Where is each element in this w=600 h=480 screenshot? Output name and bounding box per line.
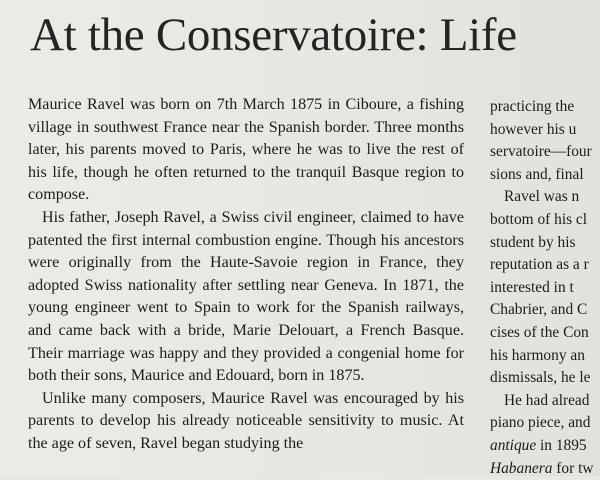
text-line: reputation as a r	[490, 254, 600, 277]
italic-title: Habanera	[490, 460, 552, 477]
text-line: dismissals, he le	[490, 367, 600, 390]
text-line: Chabrier, and C	[490, 299, 600, 322]
paragraph-birth: Maurice Ravel was born on 7th March 1875 in Ciboure, a fishing village in southwest France near the Spanish border. Three months later, his parents moved to Paris, where he was to live the rest of his life, though he often returned to the tranquil Basque region to compose.	[28, 94, 464, 207]
text-line: servatoire—four	[490, 141, 600, 164]
text-line: student by his	[490, 232, 600, 255]
italic-title: antique	[490, 437, 536, 454]
paragraph-father: His father, Joseph Ravel, a Swiss civil engineer, claimed to have patented the first internal combustion engine. Though his ancestors were originally from the Haute-Savoie region in France, they adopted Swiss nationality after settling near Geneva. In 1871, the young engineer went to Spain to work for the Spanish railways, and came back with a bride, Marie Delouart, a French Basque. Their marriage was happy and they provided a congenial home for both their sons, Maurice and Edouard, born in 1875.	[28, 207, 464, 388]
text-line: interested in t	[490, 277, 600, 300]
text-line: antique in 1895	[490, 435, 600, 458]
text-line: bottom of his cl	[490, 209, 600, 232]
text-line: Ravel was n	[490, 186, 600, 209]
text-line: piano piece, and	[490, 412, 600, 435]
text-line: his harmony an	[490, 345, 600, 368]
text-line: practicing the	[490, 96, 600, 119]
text-line: He had alread	[490, 390, 600, 413]
chapter-heading: At the Conservatoire: Life	[30, 6, 517, 64]
text-line: Habanera for tw	[490, 458, 600, 480]
text-line: however his u	[490, 119, 600, 142]
paragraph-encouragement: Unlike many composers, Maurice Ravel was encouraged by his parents to develop his already noticeable sensitivity to music. At the age of seven, Ravel began studying the	[28, 388, 464, 456]
text-line: cises of the Con	[490, 322, 600, 345]
right-text-column	[490, 96, 600, 480]
left-text-column	[28, 94, 464, 456]
text-line: sions and, final	[490, 164, 600, 187]
